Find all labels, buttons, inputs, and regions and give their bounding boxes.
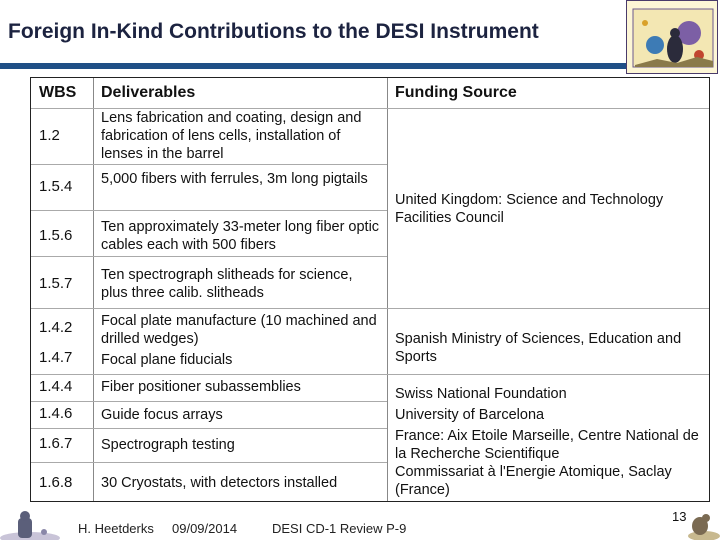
row-divider [31,210,387,211]
row-divider [31,164,387,165]
column-divider [93,78,94,501]
footer-review: DESI CD-1 Review P-9 [272,521,407,536]
desi-logo-icon [627,1,719,75]
funding-uk: United Kingdom: Science and Technology Facilities Council [395,192,664,226]
row-divider [31,462,387,463]
row-divider [31,308,709,309]
contributions-table [30,77,710,502]
wbs-cell: 1.6.8 [39,474,73,491]
wbs-cell: 1.5.7 [39,275,73,292]
wbs-cell: 1.5.4 [39,178,73,195]
deliverable-cell: 30 Cryostats, with detectors installed [101,475,338,491]
deliverable-cell: Ten spectrograph slitheads for science, plus three calib. slitheads [101,267,353,301]
deliverable-cell: Focal plate manufacture (10 machined and drilled wedges) [101,313,377,347]
funding-france: France: Aix Etoile Marseille, Centre National de la Recherche Scientifique [395,428,699,462]
footer-author: H. Heetderks [78,521,154,536]
desi-logo [626,0,718,74]
column-divider [387,78,388,501]
wbs-cell: 1.2 [39,127,60,144]
page-number: 13 [672,509,687,524]
header-deliverables: Deliverables [101,84,196,101]
title-underline [0,63,628,69]
wbs-cell: 1.6.7 [39,435,73,452]
deliverable-cell: Guide focus arrays [101,407,223,423]
decorative-figure-left-icon [0,508,60,540]
deliverable-cell: Lens fabrication and coating, design and fabrication of lens cells, installation of lenses in the barrel [101,110,362,162]
header-wbs: WBS [39,84,77,101]
deliverable-cell: Ten approximately 33-meter long fiber optic cables each with 500 fibers [101,219,380,253]
funding-swiss: Swiss National Foundation [395,386,567,402]
wbs-cell: 1.4.4 [39,378,73,395]
decorative-figure-right-icon [684,512,720,540]
deliverable-cell: Spectrograph testing [101,437,235,453]
wbs-cell: 1.4.2 [39,319,73,336]
deliverable-cell: Fiber positioner subassemblies [101,379,301,395]
deliverable-cell: 5,000 fibers with ferrules, 3m long pigtails [101,171,368,187]
funding-barcelona: University of Barcelona [395,407,545,423]
row-divider [31,256,387,257]
funding-cea: Commissariat à l'Energie Atomique, Saclay (France) [395,464,672,498]
funding-spain: Spanish Ministry of Sciences, Education and Sports [395,331,682,365]
row-divider [31,374,709,375]
row-divider [31,428,387,429]
header-funding-source: Funding Source [395,84,517,101]
wbs-cell: 1.4.7 [39,349,73,366]
wbs-cell: 1.5.6 [39,227,73,244]
slide-title: Foreign In-Kind Contributions to the DESI Instrument [8,20,539,43]
wbs-cell: 1.4.6 [39,405,73,422]
deliverable-cell: Focal plane fiducials [101,352,233,368]
footer-date: 09/09/2014 [172,521,238,536]
row-divider [31,401,387,402]
